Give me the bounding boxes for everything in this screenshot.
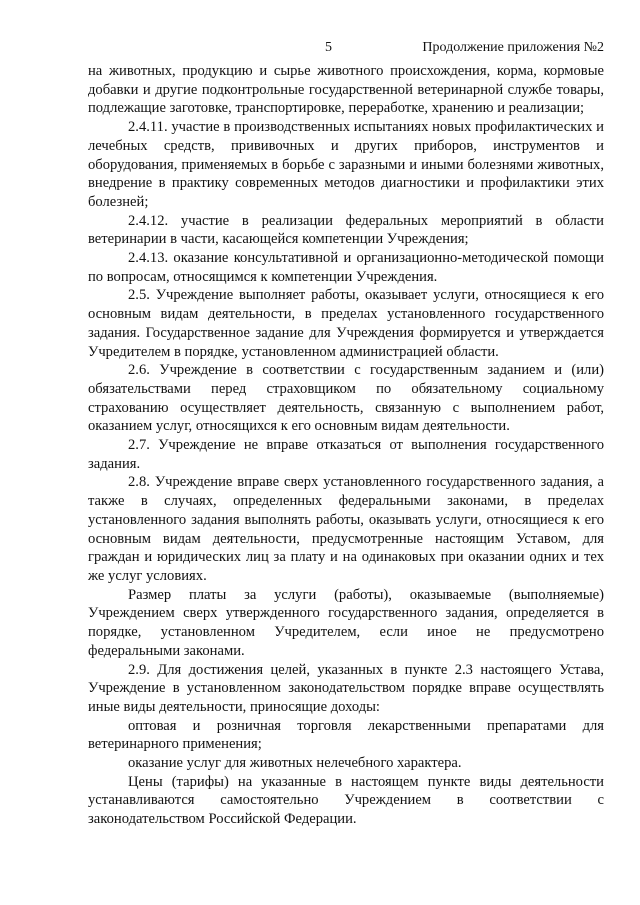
document-body [88, 62, 604, 829]
page-number: 5 [325, 40, 332, 55]
list-item-non-medical-services: оказание услуг для животных нелечебного характера. [128, 755, 462, 772]
paragraph-prices: Цены (тарифы) на указанные в настоящем пункте виды деятельности устанавливаются самостоятельно Учреждением в соответствии с законодательством Российской Федерации. [88, 773, 604, 828]
paragraph-2-9: 2.9. Для достижения целей, указанных в пункте 2.3 настоящего Устава, Учреждение в установленном законодательством порядке вправе осуществлять иные виды деятельности, приносящие доходы: [88, 661, 604, 715]
paragraph-2-4-12: 2.4.12. участие в реализации федеральных мероприятий в области ветеринарии в части, касающейся компетенции Учреждения; [88, 212, 604, 248]
running-header: Продолжение приложения №2 [422, 40, 604, 55]
paragraph-2-4-13: 2.4.13. оказание консультативной и организационно-методической помощи по вопросам, относящимся к компетенции Учреждения. [88, 250, 604, 285]
paragraph-2-5: 2.5. Учреждение выполняет работы, оказывает услуги, относящиеся к его основным видам деятельности, в пределах установленного государственного задания. Государственное задание для Учреждения формируется и утверждается Учредителем в порядке, установленном администрацией области. [88, 287, 604, 360]
paragraph-2-8: 2.8. Учреждение вправе сверх установленного государственного задания, а также в случаях, определенных федеральными законами, в пределах установленного задания выполнять работы, оказывать услуги, относящиеся к его основным видам деятельности, предусмотренные настоящим Уставом, для граждан и юридических лиц за плату и на одинаковых при оказании одних и тех же услуг условиях. [88, 474, 604, 584]
paragraph-2-4-11: 2.4.11. участие в производственных испытаниях новых профилактических и лечебных средств, прививочных и других приборов, инструментов и оборудования, применяемых в борьбе с заразными и иными болезнями животных, внедрение в практику современных методов диагностики и профилактики этих болезней; [88, 119, 604, 210]
paragraph-continuation: на животных, продукцию и сырье животного происхождения, корма, кормовые добавки и другие подконтрольные государственной ветеринарной службе товары, подлежащие заготовке, транспортировке, переработке, хранению и реализации; [88, 63, 604, 117]
list-item-wholesale-trade: оптовая и розничная торговля лекарственными препаратами для ветеринарного применения; [88, 717, 604, 753]
paragraph-2-7: 2.7. Учреждение не вправе отказаться от выполнения государственного задания. [88, 437, 604, 472]
paragraph-payment-size: Размер платы за услуги (работы), оказываемые (выполняемые) Учреждением сверх утвержденного государственного задания, определяется в порядке, установленном Учредителем, если иное не предусмотрено федеральными законами. [88, 586, 604, 659]
paragraph-2-6: 2.6. Учреждение в соответствии с государственным заданием и (или) обязательствами перед страховщиком по обязательному социальному страхованию осуществляет деятельность, связанную с выполнением работ, оказанием услуг, относящихся к его основным видам деятельности. [88, 362, 604, 435]
